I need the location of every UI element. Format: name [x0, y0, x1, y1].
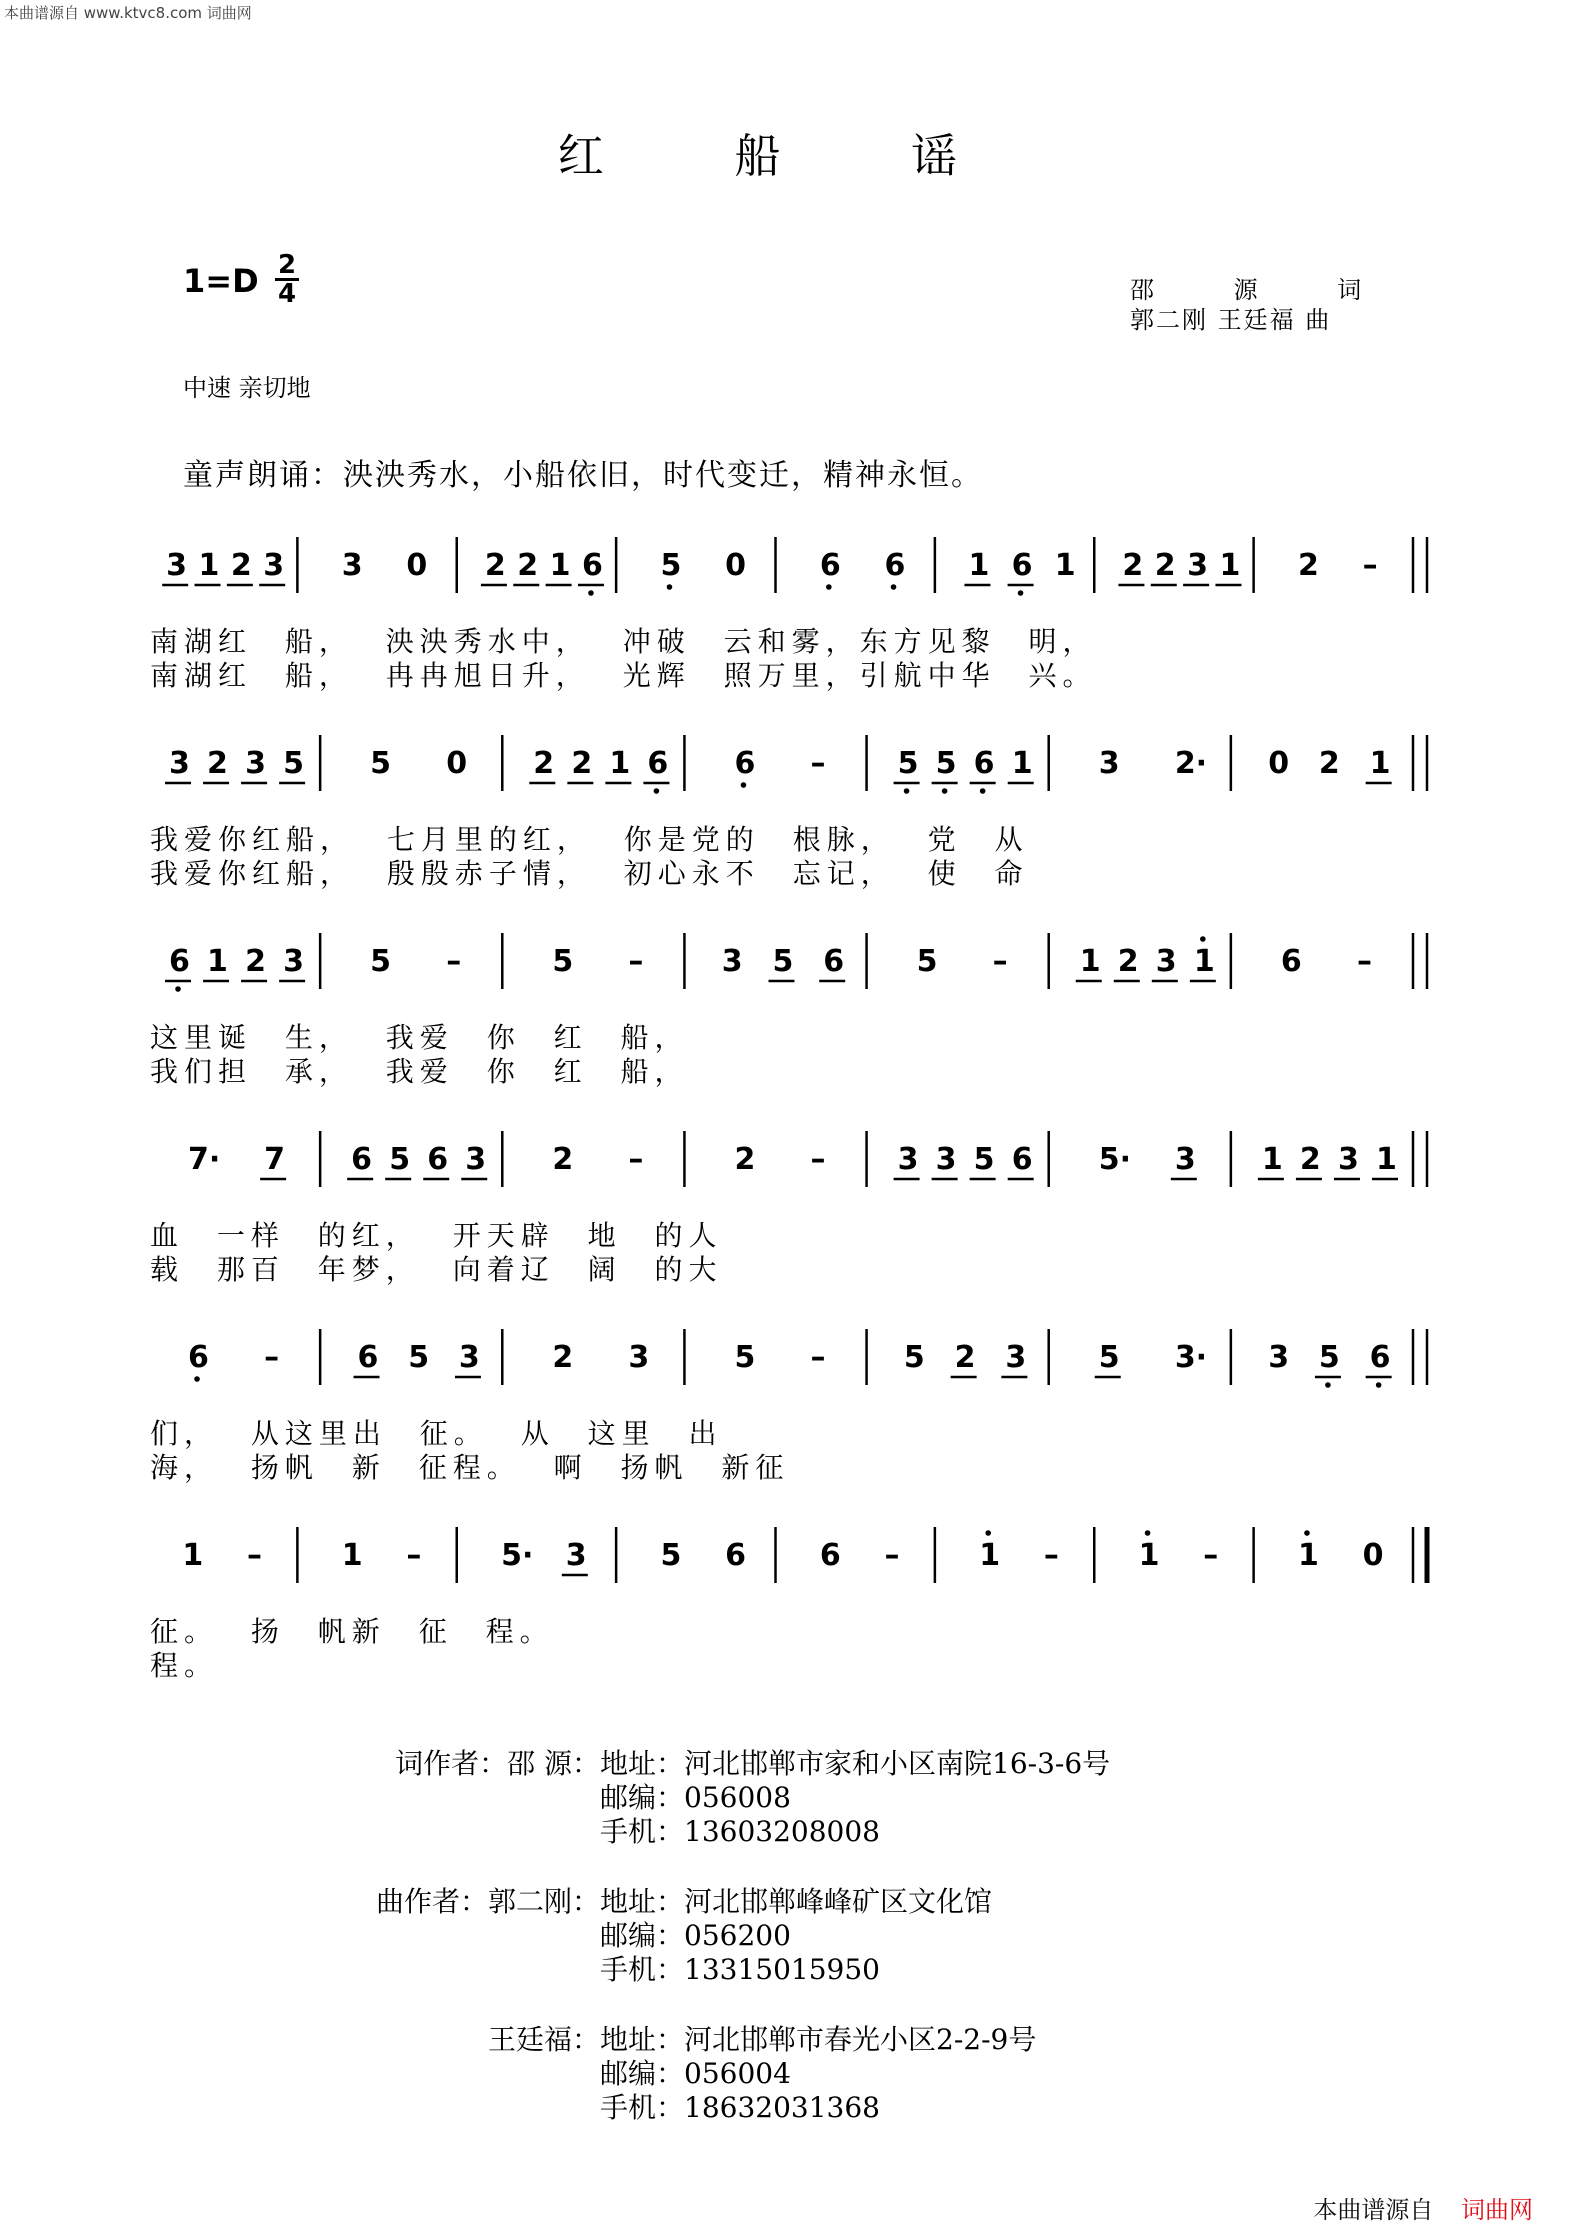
note: –: [810, 746, 826, 781]
time-signature: [275, 252, 299, 307]
note: 6: [725, 1538, 747, 1573]
note: 2: [1318, 746, 1340, 781]
score-line: [0, 1327, 1573, 1407]
note: 3: [628, 1340, 650, 1375]
note: 1: [609, 746, 631, 781]
note: 2: [484, 548, 506, 583]
note: –: [628, 1142, 644, 1177]
note: 5: [1318, 1340, 1340, 1375]
note: 2: [552, 1340, 574, 1375]
note: –: [810, 1142, 826, 1177]
low-octave-dot: [891, 584, 897, 590]
key-signature: 1=D: [183, 262, 259, 300]
score-line-svg: [0, 931, 1573, 1011]
note: 1: [968, 548, 990, 583]
note: 6: [819, 1538, 841, 1573]
score-line: [0, 733, 1573, 813]
note: 2: [1299, 1142, 1321, 1177]
watermark-top: 本曲谱源自 www.ktvc8.com 词曲网: [4, 4, 252, 22]
note: 1: [1011, 746, 1033, 781]
note: 3: [458, 1340, 480, 1375]
note: –: [406, 1538, 422, 1573]
contact-role: 曲作者：郭二刚：: [375, 1885, 600, 1918]
note: 1: [207, 944, 228, 979]
high-octave-dot: [985, 1530, 991, 1536]
note: 1: [1193, 944, 1215, 979]
note: 5: [916, 944, 938, 979]
note: 2: [1122, 548, 1144, 583]
note: 6: [1011, 1142, 1033, 1177]
low-octave-dot: [194, 1376, 200, 1382]
low-octave-dot: [1376, 1382, 1382, 1388]
note: 6: [1280, 944, 1302, 979]
note: 3: [1155, 944, 1177, 979]
note: 3·: [1174, 1340, 1208, 1375]
score-line-svg: [0, 1525, 1573, 1605]
note: 6: [581, 548, 603, 583]
watermark-bottom-right: 词曲网: [1461, 2196, 1533, 2224]
note: 3: [465, 1142, 487, 1177]
note: 0: [406, 548, 428, 583]
lyric-line: 海， 扬帆 新 征程。 啊 扬帆 新征: [150, 1451, 790, 1484]
note: 1: [198, 548, 220, 583]
note: 1: [1219, 548, 1241, 583]
note: 2: [734, 1142, 756, 1177]
note: 2: [533, 746, 555, 781]
note: –: [247, 1538, 263, 1573]
low-octave-dot: [654, 788, 660, 794]
note: 5·: [501, 1538, 534, 1573]
note: 2: [1297, 548, 1319, 583]
note: 2: [571, 746, 593, 781]
note: 2·: [1174, 746, 1208, 781]
recitation-text: 童声朗诵：泱泱秀水，小船依旧，时代变迁，精神永恒。: [183, 458, 983, 493]
note: 2: [954, 1340, 976, 1375]
score-line-svg: [0, 1327, 1573, 1407]
lyric-line: 南湖红 船， 冉冉旭日升， 光辉 照万里，引航中华 兴。: [150, 659, 1097, 692]
note: 3: [1005, 1340, 1027, 1375]
note: 5: [734, 1340, 756, 1375]
note: 2: [230, 548, 252, 583]
lyricist-credit: 邵 源 词: [1130, 276, 1368, 304]
contact-detail: 手机：13603208008: [600, 1815, 880, 1848]
note: 1: [1054, 548, 1076, 583]
lyric-line: 们， 从这里出 征。 从 这里 出: [150, 1417, 723, 1450]
note: –: [446, 944, 462, 979]
note: 7·: [188, 1142, 221, 1177]
low-octave-dot: [588, 590, 594, 596]
contact-detail: 手机：18632031368: [600, 2091, 880, 2124]
note: 3: [341, 548, 363, 583]
note: 7: [264, 1142, 285, 1177]
lyric-line: 我爱你红船， 七月里的红， 你是党的 根脉， 党 从: [150, 823, 1029, 856]
song-title: 红 船 谣: [557, 129, 1016, 183]
low-octave-dot: [980, 788, 986, 794]
lyric-line: 程。: [150, 1649, 219, 1682]
note: 6: [973, 746, 995, 781]
score-line: [0, 1129, 1573, 1209]
note: 1: [182, 1538, 204, 1573]
note: 5: [370, 944, 392, 979]
composer-credit: 郭二刚 王廷福 曲: [1130, 306, 1332, 334]
note: 6: [357, 1340, 379, 1375]
lyric-line: 南湖红 船， 泱泱秀水中， 冲破 云和雾，东方见黎 明，: [150, 625, 1097, 658]
contact-role: 词作者：邵 源：: [395, 1747, 600, 1780]
contact-detail: 地址：河北邯郸市春光小区2-2-9号: [600, 2023, 1037, 2056]
note: –: [628, 944, 644, 979]
contact-detail: 邮编：056008: [600, 1781, 791, 1814]
low-octave-dot: [667, 584, 673, 590]
note: 0: [446, 746, 468, 781]
contact-role: 王廷福：: [487, 2023, 600, 2056]
low-octave-dot: [826, 584, 832, 590]
note: 6: [1011, 548, 1033, 583]
note: 5: [283, 746, 304, 781]
note: 1: [1369, 746, 1391, 781]
note: 3: [935, 1142, 957, 1177]
high-octave-dot: [1304, 1530, 1310, 1536]
note: 5: [903, 1340, 925, 1375]
note: 0: [1362, 1538, 1384, 1573]
note: 1: [979, 1538, 1001, 1573]
note: 2: [1117, 944, 1139, 979]
note: 3: [263, 548, 285, 583]
note: 6: [188, 1340, 209, 1375]
note: 5: [772, 944, 794, 979]
note: 3: [897, 1142, 919, 1177]
note: 3: [283, 944, 304, 979]
note: 6: [351, 1142, 373, 1177]
time-signature-numerator: 2: [277, 250, 297, 280]
note: 3: [169, 746, 190, 781]
note: 3: [1187, 548, 1208, 583]
note: 6: [427, 1142, 449, 1177]
note: 3: [166, 548, 188, 583]
note: –: [1362, 548, 1378, 583]
score-line: [0, 931, 1573, 1011]
watermark-bottom-left: 本曲谱源自: [1313, 2196, 1434, 2224]
note: 3: [1174, 1142, 1196, 1177]
contact-detail: 地址：河北邯郸峰峰矿区文化馆: [600, 1885, 993, 1918]
contact-detail: 地址：河北邯郸市家和小区南院16-3-6号: [600, 1747, 1111, 1780]
note: 5: [552, 944, 574, 979]
note: 5: [408, 1340, 430, 1375]
note: 5: [1098, 1340, 1120, 1375]
note: 1: [1079, 944, 1101, 979]
note: 6: [169, 944, 190, 979]
lyric-line: 我们担 承， 我爱 你 红 船，: [150, 1055, 689, 1088]
note: 5: [370, 746, 392, 781]
note: 6: [884, 548, 906, 583]
note: –: [1043, 1538, 1059, 1573]
watermark-bottom: [1313, 2190, 1533, 2225]
contact-detail: 手机：13315015950: [600, 1953, 880, 1986]
note: 2: [245, 944, 266, 979]
note: 5·: [1098, 1142, 1132, 1177]
note: 5: [935, 746, 957, 781]
note: 1: [1261, 1142, 1283, 1177]
note: –: [1203, 1538, 1219, 1573]
time-signature-denominator: 4: [277, 279, 297, 309]
note: 0: [725, 548, 747, 583]
lyric-line: 征。 扬 帆新 征 程。: [150, 1615, 554, 1648]
high-octave-dot: [1200, 936, 1206, 942]
note: 3: [1098, 746, 1120, 781]
tempo-marking: 中速 亲切地: [183, 374, 311, 402]
note: –: [1356, 944, 1372, 979]
note: 2: [207, 746, 228, 781]
low-octave-dot: [741, 782, 747, 788]
lyric-line: 载 那百 年梦， 向着辽 阔 的大: [150, 1253, 723, 1286]
low-octave-dot: [942, 788, 948, 794]
note: 5: [973, 1142, 995, 1177]
note: 6: [647, 746, 669, 781]
lyric-line: 血 一样 的红， 开天辟 地 的人: [150, 1219, 723, 1252]
note: –: [810, 1340, 826, 1375]
note: 1: [1138, 1538, 1160, 1573]
note: 5: [389, 1142, 411, 1177]
low-octave-dot: [1325, 1382, 1331, 1388]
score-line: [0, 1525, 1573, 1605]
note: 6: [823, 944, 845, 979]
score-line-svg: [0, 535, 1573, 615]
note: 5: [660, 1538, 682, 1573]
note: 2: [517, 548, 539, 583]
note: 5: [897, 746, 919, 781]
low-octave-dot: [175, 986, 181, 992]
note: 6: [1369, 1340, 1391, 1375]
note: 6: [734, 746, 756, 781]
note: 1: [549, 548, 571, 583]
note: 3: [1268, 1340, 1290, 1375]
note: 2: [552, 1142, 574, 1177]
contact-detail: 邮编：056200: [600, 1919, 791, 1952]
lyric-line: 我爱你红船， 殷殷赤子情， 初心永不 忘记， 使 命: [150, 857, 1029, 890]
note: 0: [1268, 746, 1290, 781]
note: –: [884, 1538, 900, 1573]
note: 1: [1375, 1142, 1397, 1177]
low-octave-dot: [1018, 590, 1024, 596]
contact-detail: 邮编：056004: [600, 2057, 791, 2090]
high-octave-dot: [1145, 1530, 1151, 1536]
note: 1: [341, 1538, 363, 1573]
note: 3: [245, 746, 266, 781]
note: –: [264, 1340, 280, 1375]
score-line: [0, 535, 1573, 615]
low-octave-dot: [904, 788, 910, 794]
score-line-svg: [0, 1129, 1573, 1209]
score-line-svg: [0, 733, 1573, 813]
note: –: [992, 944, 1008, 979]
note: 1: [1297, 1538, 1319, 1573]
note: 3: [565, 1538, 587, 1573]
note: 3: [721, 944, 743, 979]
note: 6: [819, 548, 841, 583]
note: 5: [660, 548, 682, 583]
lyric-line: 这里诞 生， 我爱 你 红 船，: [150, 1021, 689, 1054]
note: 3: [1337, 1142, 1359, 1177]
note: 2: [1154, 548, 1176, 583]
